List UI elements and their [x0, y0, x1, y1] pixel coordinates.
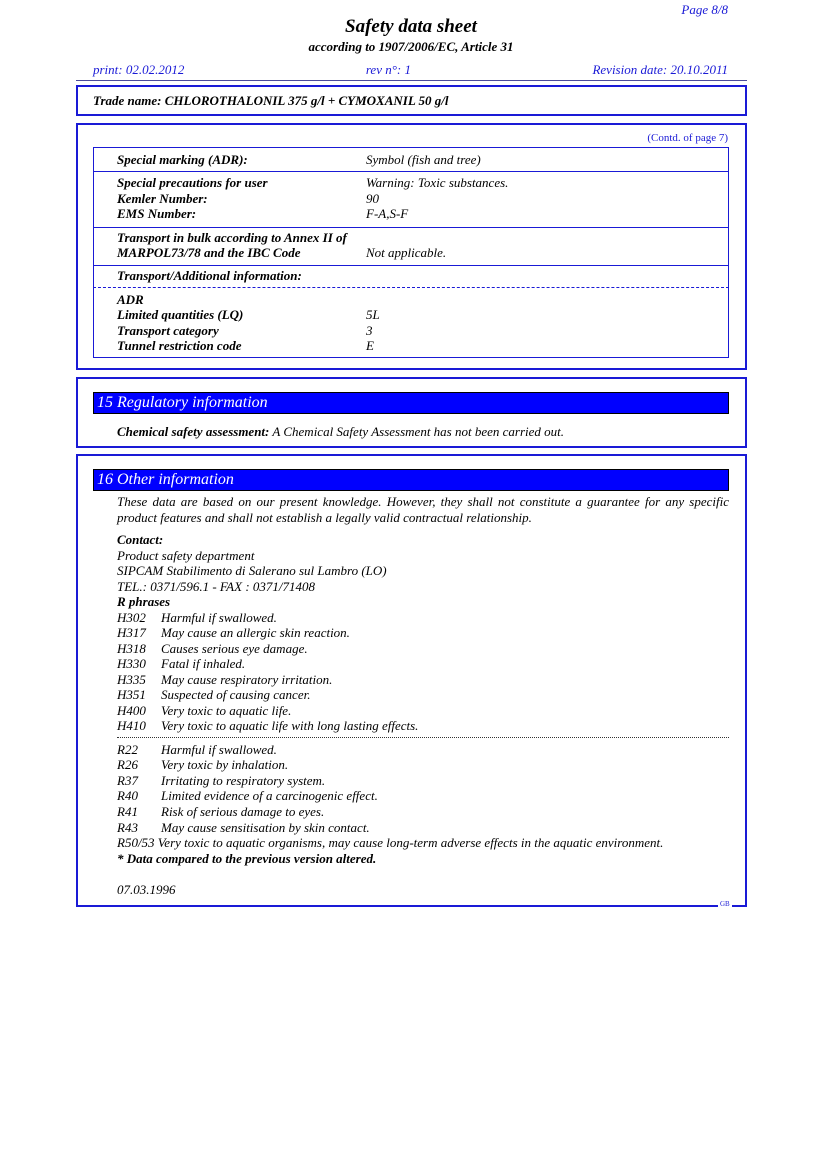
kemler-label: Kemler Number:: [117, 191, 208, 206]
adr-label: ADR: [117, 292, 144, 307]
r5053-phrase: R50/53 Very toxic to aquatic organisms, may cause long-term adverse effects in the aquatic environment.: [117, 835, 664, 850]
phrase-code: H330: [117, 656, 146, 671]
lq-value: 5L: [366, 307, 380, 322]
revision-date: Revision date: 20.10.2011: [592, 62, 728, 77]
transport-category-value: 3: [366, 323, 373, 338]
page-number: Page 8/8: [681, 2, 728, 17]
phrase-code: R37: [117, 773, 138, 788]
h-phrase-row: [117, 718, 418, 734]
phrase-text: Harmful if swallowed.: [161, 610, 277, 625]
phrase-text: Irritating to respiratory system.: [161, 773, 326, 788]
r-phrase-row: [117, 773, 325, 789]
bulk-label-line1: Transport in bulk according to Annex II of: [117, 230, 347, 245]
r-phrase-row: [117, 820, 370, 836]
csa-value: A Chemical Safety Assessment has not been carried out.: [269, 424, 565, 439]
r-phrase-row: [117, 788, 378, 804]
ems-label: EMS Number:: [117, 206, 197, 221]
h-phrase-row: [117, 641, 308, 657]
csa-label: Chemical safety assessment:: [117, 424, 270, 439]
lq-label: Limited quantities (LQ): [117, 307, 244, 322]
phrase-text: Very toxic by inhalation.: [161, 757, 289, 772]
h-phrase-row: [117, 610, 277, 626]
tunnel-code-label: Tunnel restriction code: [117, 338, 242, 353]
dotted-divider: [117, 737, 729, 738]
phrase-code: R22: [117, 742, 138, 757]
contact-line: SIPCAM Stabilimento di Salerano sul Lambro (LO): [117, 563, 387, 578]
phrase-code: R40: [117, 788, 138, 803]
contact-line: Product safety department: [117, 548, 255, 563]
phrase-code: H351: [117, 687, 146, 702]
table-divider: [93, 171, 729, 172]
r-phrase-row: [117, 757, 288, 773]
phrase-code: H302: [117, 610, 146, 625]
kemler-value: 90: [366, 191, 379, 206]
phrase-text: May cause an allergic skin reaction.: [161, 625, 350, 640]
phrase-text: Suspected of causing cancer.: [161, 687, 311, 702]
phrase-text: Risk of serious damage to eyes.: [161, 804, 325, 819]
precautions-label: Special precautions for user: [117, 175, 268, 190]
transport-category-label: Transport category: [117, 323, 219, 338]
h-phrase-row: [117, 656, 245, 672]
h-phrase-row: [117, 687, 310, 703]
section-16-heading: 16 Other information: [93, 469, 729, 491]
phrase-code: R26: [117, 757, 138, 772]
additional-info-label: Transport/Additional information:: [117, 268, 302, 283]
phrase-code: H335: [117, 672, 146, 687]
phrase-text: Fatal if inhaled.: [161, 656, 246, 671]
section-15-heading: 15 Regulatory information: [93, 392, 729, 414]
phrase-text: Causes serious eye damage.: [161, 641, 308, 656]
phrase-code: H317: [117, 625, 146, 640]
document-subtitle: according to 1907/2006/EC, Article 31: [308, 39, 514, 54]
special-marking-value: Symbol (fish and tree): [366, 152, 481, 167]
ems-value: F-A,S-F: [366, 206, 409, 221]
document-title: Safety data sheet: [345, 16, 477, 37]
phrase-code: R41: [117, 804, 138, 819]
special-marking-label: Special marking (ADR):: [117, 152, 248, 167]
h-phrase-row: [117, 672, 332, 688]
phrase-code: H318: [117, 641, 146, 656]
phrase-text: Harmful if swallowed.: [161, 742, 277, 757]
bulk-value: Not applicable.: [366, 245, 447, 260]
table-divider: [93, 227, 729, 228]
r-phrases-label: R phrases: [117, 594, 171, 609]
r-phrase-row: [117, 804, 324, 820]
country-code: GB: [720, 900, 730, 908]
h-phrase-row: [117, 703, 291, 719]
contact-label: Contact:: [117, 532, 164, 547]
chemical-safety-assessment: [117, 424, 564, 440]
phrase-text: Limited evidence of a carcinogenic effect.: [161, 788, 378, 803]
phrase-code: R43: [117, 820, 138, 835]
precautions-value: Warning: Toxic substances.: [366, 175, 509, 190]
bulk-label-line2: MARPOL73/78 and the IBC Code: [117, 245, 301, 260]
document-date: 07.03.1996: [117, 882, 176, 897]
continued-note: (Contd. of page 7): [647, 132, 728, 144]
phrase-text: Very toxic to aquatic life.: [161, 703, 292, 718]
phrase-text: May cause sensitisation by skin contact.: [161, 820, 370, 835]
phrase-code: H410: [117, 718, 146, 733]
phrase-text: May cause respiratory irritation.: [161, 672, 333, 687]
tunnel-code-value: E: [366, 338, 374, 353]
disclaimer-text: These data are based on our present knowledge. However, they shall not constitute a guarantee for any specific product features and shall not establish a legally valid contractual relationship.: [117, 494, 729, 525]
revision-number: rev n°: 1: [365, 62, 411, 77]
trade-name: Trade name: CHLOROTHALONIL 375 g/l + CYMOXANIL 50 g/l: [93, 93, 449, 108]
meta-row: [93, 62, 728, 78]
h-phrase-row: [117, 625, 350, 641]
r-phrase-row: [117, 742, 277, 758]
altered-note: * Data compared to the previous version altered.: [117, 851, 377, 866]
phrase-code: H400: [117, 703, 146, 718]
header-divider: [76, 80, 747, 81]
table-divider: [93, 265, 729, 266]
dashed-divider: [93, 287, 729, 288]
phrase-text: Very toxic to aquatic life with long lasting effects.: [161, 718, 419, 733]
contact-line: TEL.: 0371/596.1 - FAX : 0371/71408: [117, 579, 316, 594]
print-date: print: 02.02.2012: [93, 62, 185, 77]
